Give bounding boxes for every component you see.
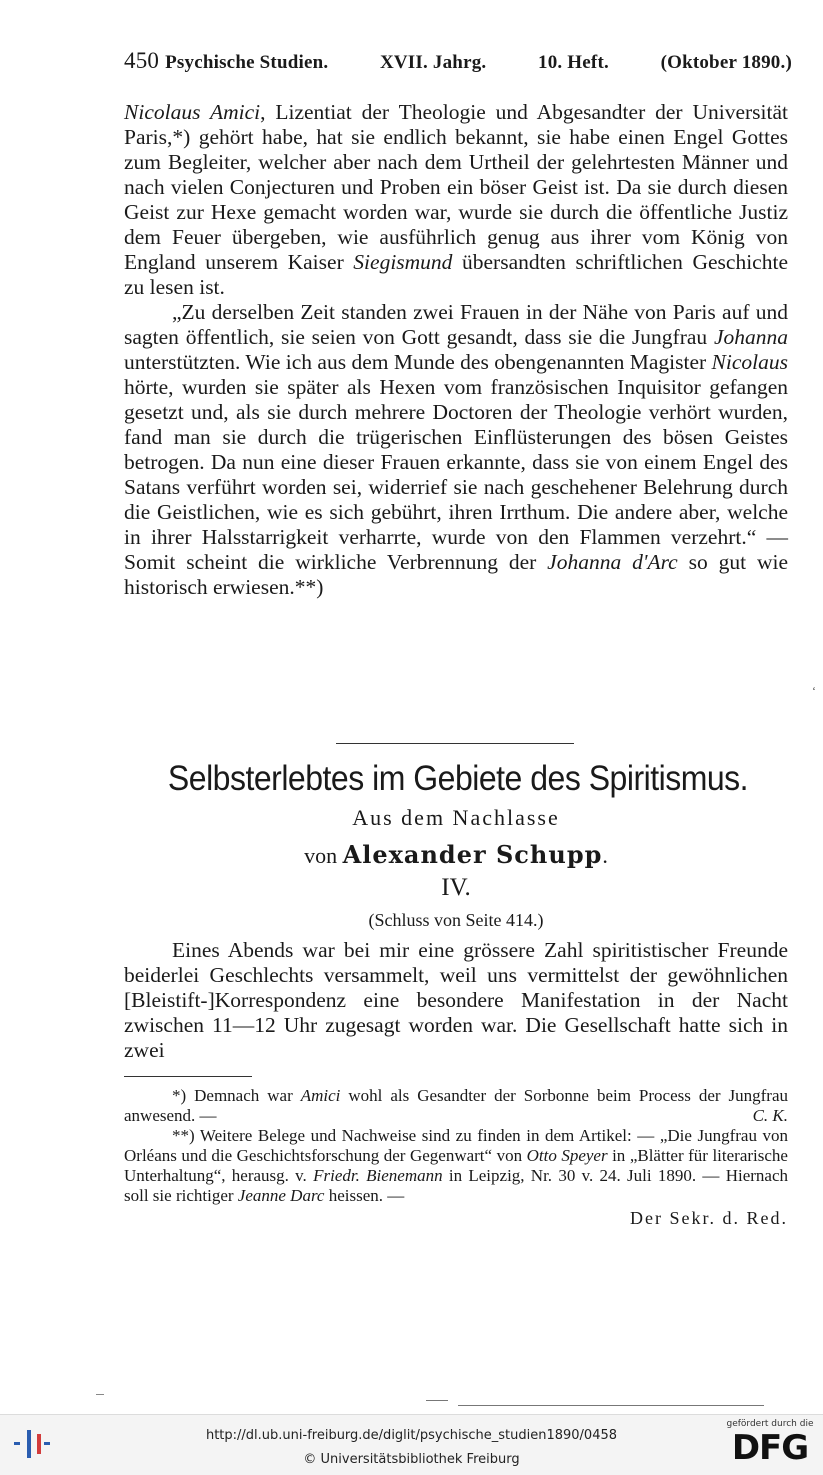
page-number: 450 <box>124 48 160 73</box>
footnote-initials: C. K. <box>752 1106 788 1125</box>
article-body <box>124 938 788 1063</box>
section-divider <box>336 743 574 744</box>
article-title: Selbsterlebtes im Gebiete des Spiritismus. <box>167 758 749 798</box>
article-subtitle: Aus dem Nachlasse <box>352 805 560 830</box>
paragraph: Eines Abends war bei mir eine grössere Zahl spiritistischer Freunde beiderlei Geschlechts versammelt, weil uns vermittelst der gewöhnlichen [Bleistift-]Korrespondenz eine besondere Manifestation in der Nacht zwischen 11—12 Uhr zugesagt worden war. Die Gesellschaft hatte sich in zwei <box>124 938 788 1062</box>
person-name: Nicolaus Amici <box>124 100 261 124</box>
footnote: *) Demnach war Amici wohl als Gesandter der Sorbonne beim Process der Jungfrau anwesend. — C. K. <box>124 1086 788 1125</box>
footnote-rule <box>124 1076 252 1077</box>
footnote: **) Weitere Belege und Nachweise sind zu finden in dem Artikel: — „Die Jungfrau von Orléans und die Geschichtsforschung der Gegenwart“ von Otto Speyer in „Blätter für literarische Unterhaltung“, herausg. v. Friedr. Bienemann in Leipzig, Nr. 30 v. 24. Juli 1890. — Hiernach soll sie richtiger Jeanne Darc heissen. — <box>124 1126 788 1205</box>
running-header <box>124 48 792 74</box>
part-number: IV. <box>441 874 471 901</box>
issue: 10. Heft. <box>538 52 609 73</box>
person-name: Nicolaus <box>711 350 788 374</box>
permalink-url[interactable]: http://dl.ub.uni-freiburg.de/diglit/psychische_studien1890/0458 <box>205 1428 618 1443</box>
continuation-note: (Schluss von Seite 414.) <box>368 910 544 930</box>
dfg-wordmark: DFG <box>731 1428 809 1468</box>
byline: von Alexander Schupp. <box>304 840 608 869</box>
issue-date: (Oktober 1890.) <box>660 52 792 73</box>
continued-text <box>124 100 788 600</box>
footnotes <box>124 1086 788 1228</box>
editor-signature: Der Sekr. d. Red. <box>630 1208 788 1228</box>
dfg-logo <box>724 1419 816 1471</box>
margin-mark: ‘ <box>812 684 816 698</box>
page-mark <box>96 1394 104 1395</box>
person-name: Johanna d'Arc <box>547 550 678 574</box>
journal-title: Psychische Studien. <box>165 52 329 73</box>
person-name: Siegismund <box>353 250 453 274</box>
paragraph: „Zu derselben Zeit standen zwei Frauen in der Nähe von Paris auf und sagten öffentlich, sie seien von Gott gesandt, dass sie die Jungfrau Johanna unterstützten. Wie ich aus dem Munde des obengenannten Magister Nicolaus hörte, wurden sie später als Hexen vom französischen Inquisitor gefangen gesetzt und, als sie durch mehrere Doctoren der Theologie verhört wurden, fand man sie durch die trügerischen Einflüsterungen des bösen Geistes betrogen. Da nun eine dieser Frauen erkannte, dass sie von einem Engel des Satans verführt worden sei, widerrief sie nach geschehener Belehrung durch die Geistlichen, wie es sich gebührt, ihren Irrthum. Die andere aber, welche in ihrer Halsstarrigkeit verharrte, wurde von den Flammen verzehrt.“ — Somit scheint die wirkliche Verbrennung der Johanna d'Arc so gut wie historisch erwiesen.**) <box>124 300 788 599</box>
funding-caption: gefördert durch die <box>726 1419 814 1429</box>
page-mark <box>458 1405 764 1406</box>
page-mark <box>426 1400 448 1401</box>
paragraph: Nicolaus Amici, Lizentiat der Theologie und Abgesandter der Universität Paris,*) gehört habe, hat sie endlich bekannt, sie habe einen Engel Gottes zum Begleiter, welcher aber nach dem Urtheil der gelehrtesten Männer und nach vielen Conjecturen und Proben ein böser Geist ist. Da sie durch diesen Geist zur Hexe gemacht worden war, wurde sie durch die öffentliche Justiz dem Feuer übergeben, wie ausführlich genug aus ihrer vom König von England unserem Kaiser Siegismund übersandten schriftlichen Geschichte zu lesen ist. <box>124 100 788 299</box>
volume: XVII. Jahrg. <box>379 52 487 73</box>
person-name: Johanna <box>713 325 788 349</box>
copyright-notice: © Universitätsbibliothek Freiburg <box>303 1452 520 1467</box>
author-name: Alexander Schupp <box>342 840 603 869</box>
